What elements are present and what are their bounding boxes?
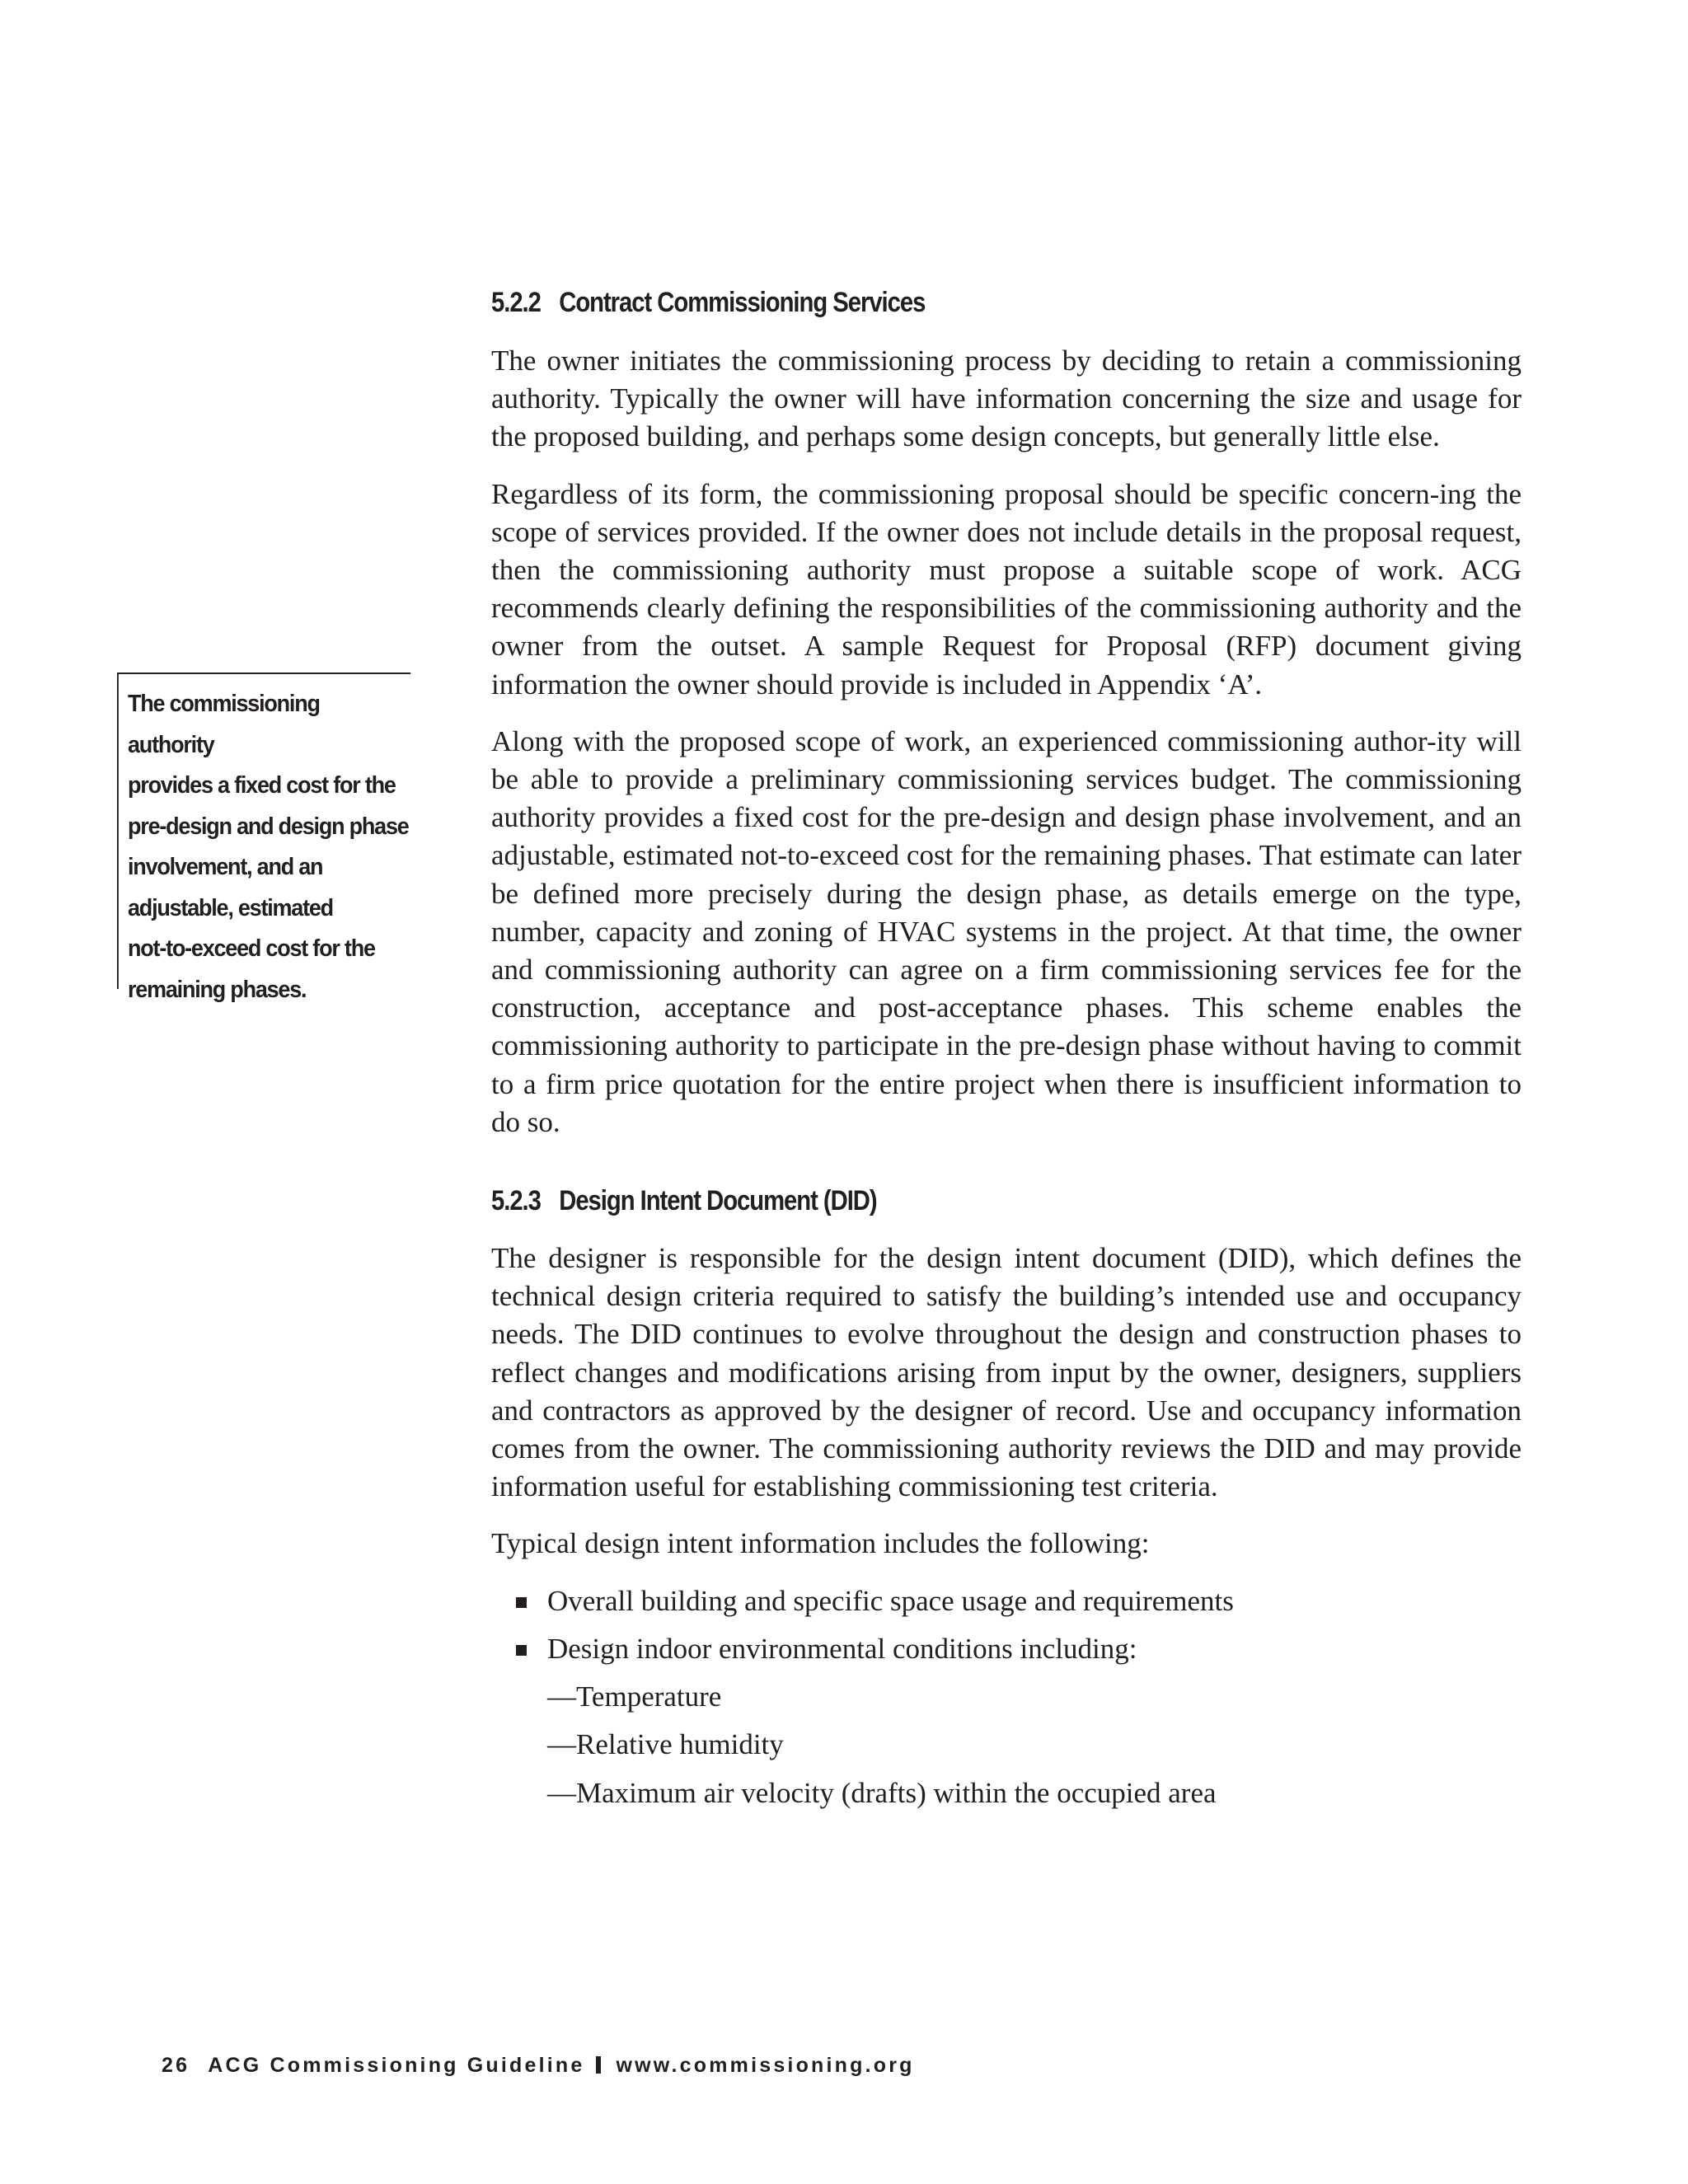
square-bullet-icon: [516, 1597, 527, 1608]
sidebar-line: adjustable, estimated: [128, 894, 333, 921]
website-link[interactable]: www.commissioning.org: [616, 2054, 915, 2077]
publication-title: ACG Commissioning Guideline: [208, 2054, 585, 2077]
list-item: [491, 1582, 1522, 1620]
paragraph: The owner initiates the commissioning process by deciding to retain a commissioning authority. Typically the owner will have information concerning the size and usage for the proposed building, and perhaps some design concepts, but generally little else.: [491, 344, 1522, 453]
square-bullet-icon: [516, 1645, 527, 1656]
paragraph: Along with the proposed scope of work, an experienced commissioning author-ity will be able to provide a preliminary commissioning services budget. The commissioning authority provides a fixed cost for the pre-design and design phase involvement, and an adjustable, estimated not-to-exceed cost for the remaining phases. That estimate can later be defined more precisely during the design phase, as details emerge on the type, number, capacity and zoning of HVAC systems in the project. At that time, the owner and commissioning authority can agree on a firm commissioning services fee for the construction, acceptance and post-acceptance phases. This scheme enables the commissioning authority to participate in the pre-design phase without having to commit to a firm price quotation for the entire project when there is insufficient information to do so.: [491, 724, 1522, 1138]
list-item-text: Design indoor environmental conditions including:: [547, 1632, 1137, 1665]
section-heading-5-2-2: [491, 284, 1377, 321]
separator-bar: [596, 2056, 601, 2074]
sub-list-item: —Maximum air velocity (drafts) within the occupied area: [547, 1776, 1217, 1809]
paragraph: Typical design intent information includes the following:: [491, 1527, 1150, 1560]
sub-list-item: —Relative humidity: [547, 1728, 784, 1761]
page-footer: [162, 2052, 915, 2079]
sidebar-line: The commissioning authority: [128, 691, 320, 758]
sidebar-line: involvement, and an: [128, 854, 323, 880]
main-content: [491, 284, 1522, 1822]
sidebar-line: remaining phases.: [128, 976, 307, 1003]
sub-list-item: —Temperature: [547, 1680, 722, 1713]
section-title: Contract Commissioning Services: [559, 287, 926, 318]
sidebar-callout: [117, 673, 410, 1003]
list-item: [491, 1630, 1522, 1668]
section-title: Design Intent Document (DID): [559, 1185, 877, 1217]
sidebar-line: pre-design and design phase: [128, 813, 409, 840]
bullet-list: [491, 1582, 1522, 1668]
sidebar-line: not-to-exceed cost for the: [128, 935, 375, 962]
section-number: 5.2.3: [491, 1185, 541, 1217]
section-number: 5.2.2: [491, 287, 541, 318]
section-heading-5-2-3: [491, 1183, 1377, 1219]
list-item-text: Overall building and specific space usage and requirements: [547, 1584, 1234, 1617]
paragraph: The designer is responsible for the design intent document (DID), which defines the technical design criteria required to satisfy the building’s intended use and occupancy needs. The DID continues to evolve throughout the design and construction phases to reflect changes and modifications arising from input by the owner, designers, suppliers and contractors as approved by the designer of record. Use and occupancy information comes from the owner. The commissioning authority reviews the DID and may provide information useful for establishing commissioning test criteria.: [491, 1242, 1522, 1503]
paragraph: Regardless of its form, the commissioning proposal should be specific concern-ing the scope of services provided. If the owner does not include details in the proposal request, then the commissioning authority must propose a suitable scope of work. ACG recommends clearly defining the responsibilities of the commissioning authority and the owner from the outset. A sample Request for Proposal (RFP) document giving information the owner should provide is included in Appendix ‘A’.: [491, 477, 1522, 701]
page-number: 26: [162, 2054, 190, 2077]
sidebar-line: provides a fixed cost for the: [128, 772, 396, 799]
